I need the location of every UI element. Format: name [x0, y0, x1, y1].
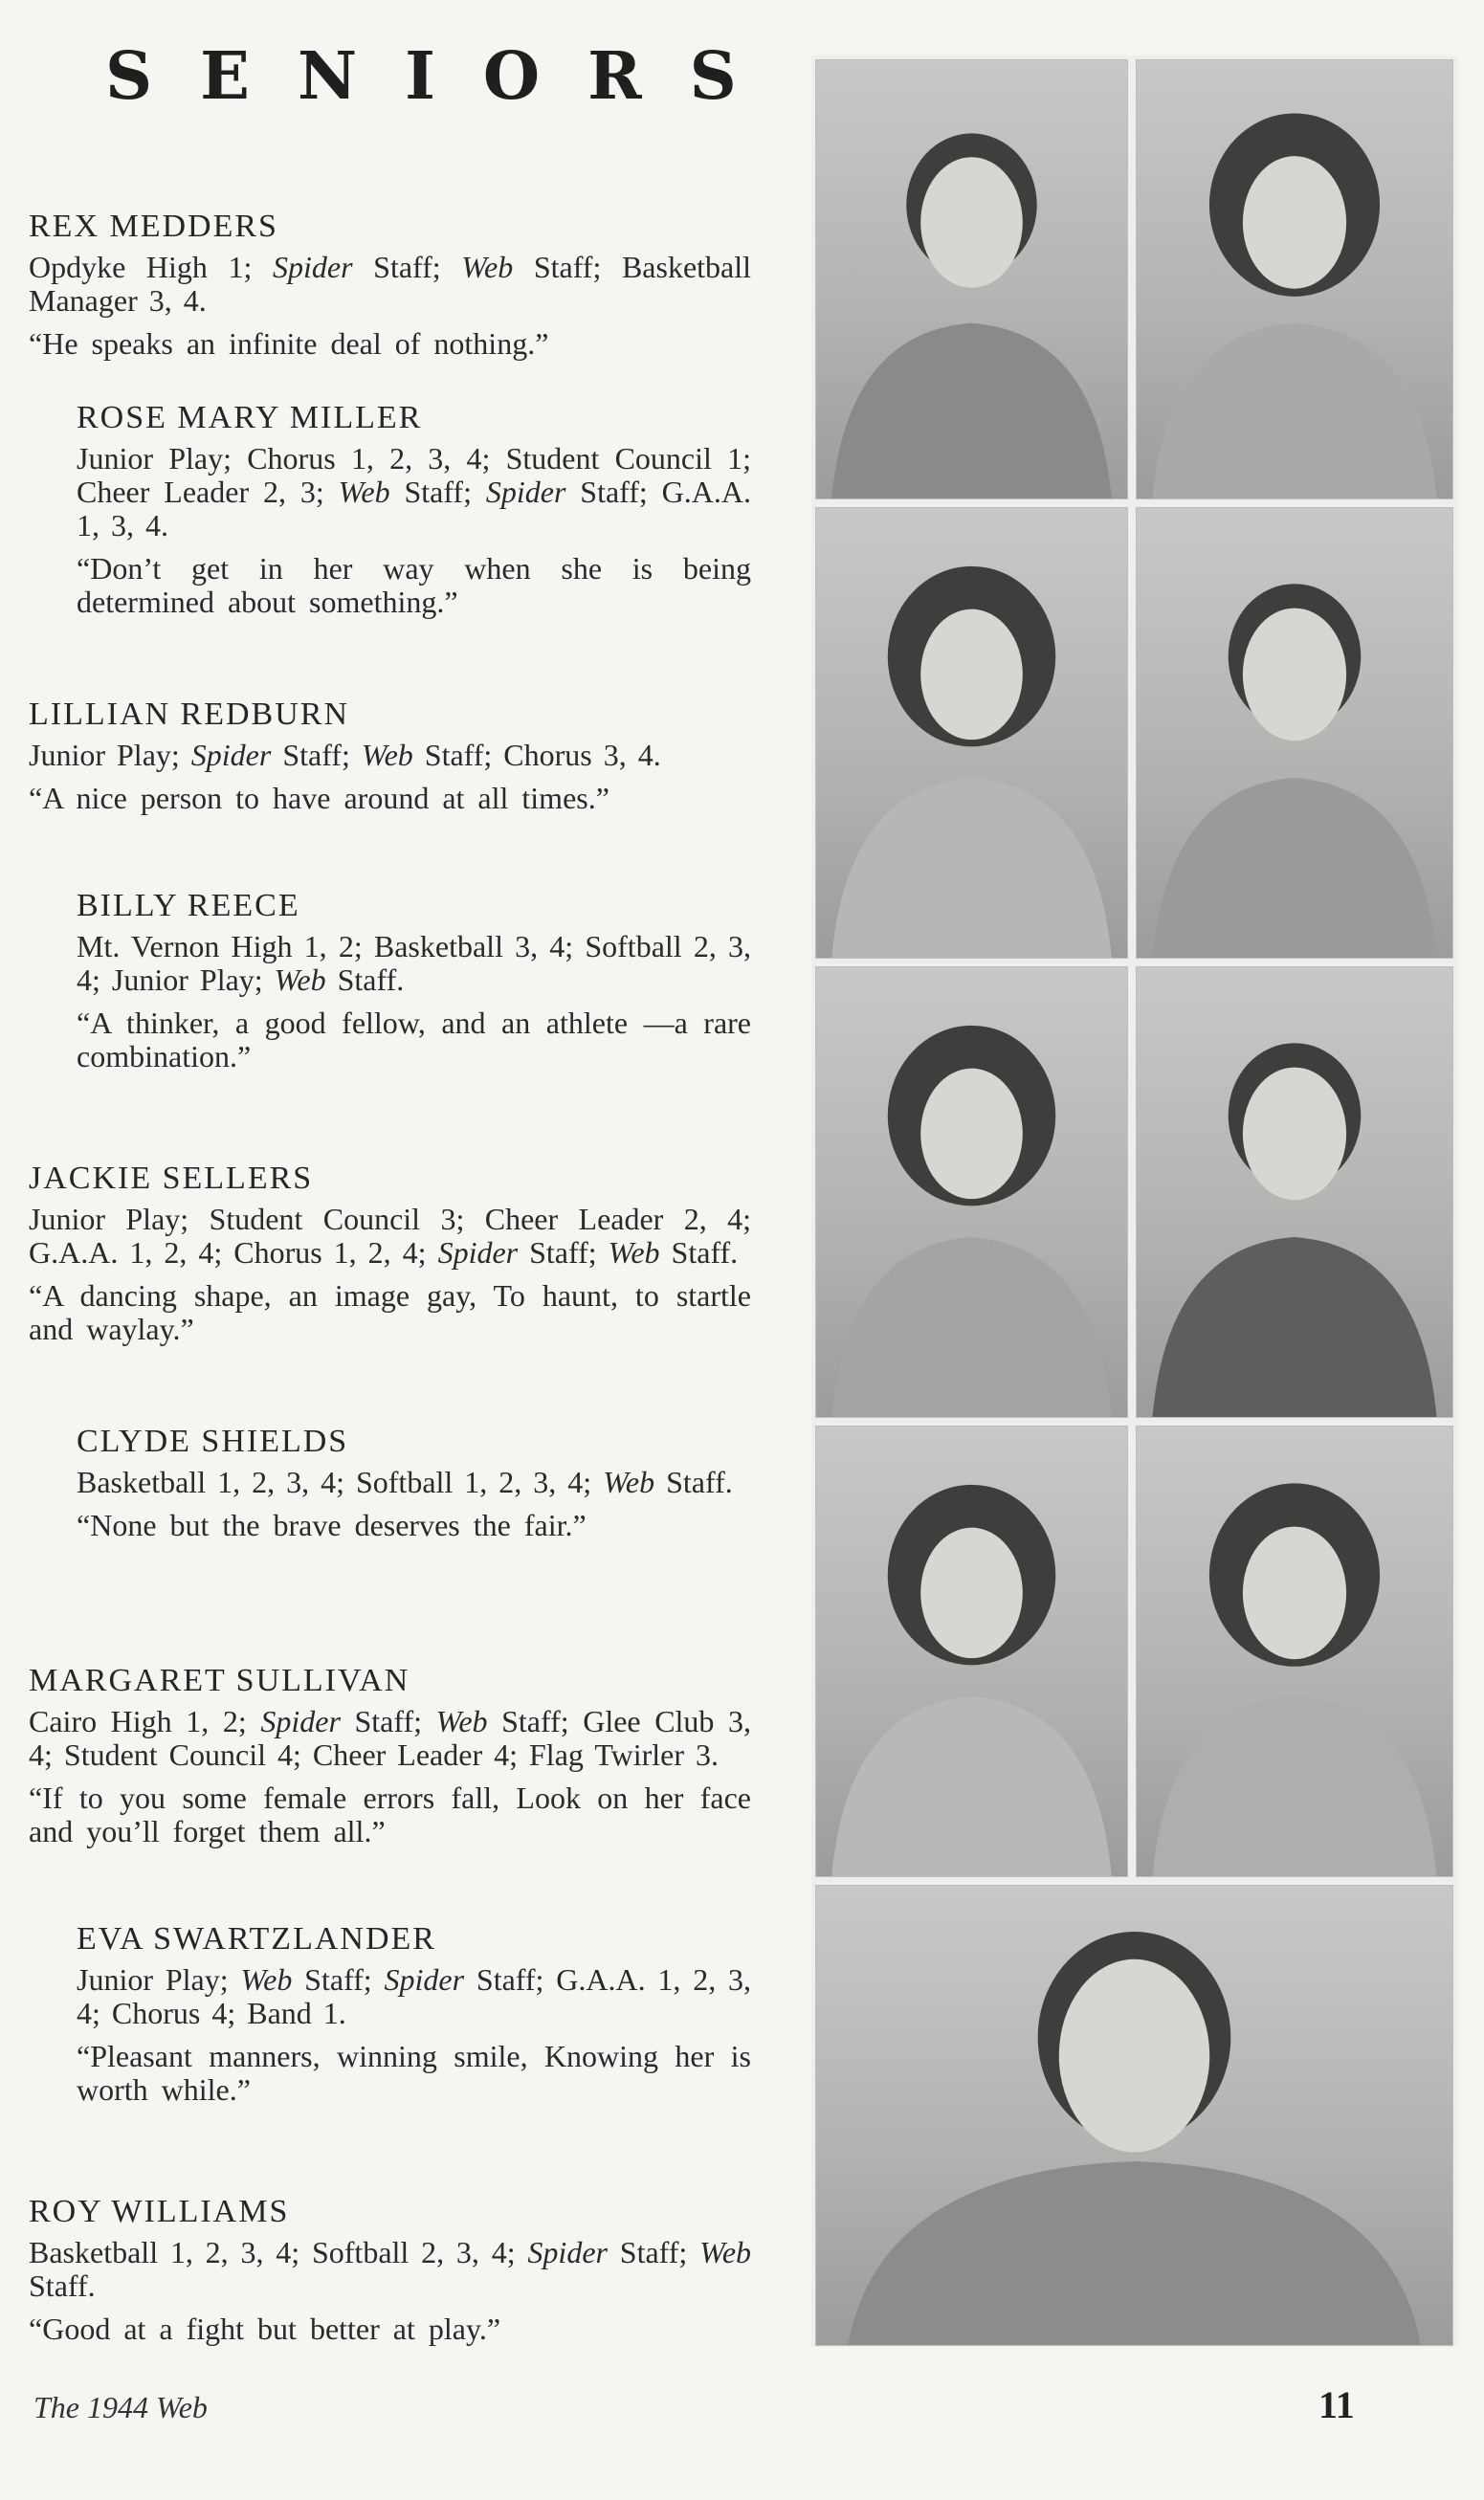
senior-entry: [29, 697, 751, 815]
senior-activities: Cairo High 1, 2; Spider Staff; Web Staff; Glee Club 3, 4; Student Council 4; Cheer Leader 4; Flag Twirler 3.: [29, 1704, 752, 1772]
portrait-body: [1153, 1237, 1437, 1417]
senior-quote: “A dancing shape, an image gay, To haunt, to startle and waylay.”: [29, 1278, 751, 1346]
page-title: SENIORS: [105, 38, 785, 115]
portrait-photo: [1136, 1426, 1453, 1877]
portrait-silhouette: [816, 60, 1127, 498]
portrait-face: [1059, 1959, 1209, 2153]
senior-entry: [29, 2194, 751, 2346]
senior-name: EVA SWARTZLANDER: [77, 1921, 436, 1957]
publication-name: Spider: [437, 1235, 519, 1270]
portrait-face: [1243, 1527, 1346, 1660]
portrait-silhouette: [816, 1886, 1452, 2345]
senior-activities: Opdyke High 1; Spider Staff; Web Staff; Basketball Manager 3, 4.: [29, 250, 752, 318]
yearbook-footer: The 1944 Web: [33, 2390, 208, 2424]
senior-entry: [77, 400, 751, 619]
portrait-silhouette: [816, 967, 1127, 1417]
senior-entry: [29, 209, 751, 361]
senior-name: JACKIE SELLERS: [29, 1161, 314, 1196]
portrait-silhouette: [1137, 60, 1452, 498]
portrait-face: [920, 609, 1023, 741]
portrait-face: [1243, 1068, 1346, 1201]
portrait-body: [831, 323, 1112, 498]
portrait-body: [1153, 778, 1437, 958]
senior-activities: Mt. Vernon High 1, 2; Basketball 3, 4; Softball 2, 3, 4; Junior Play; Web Staff.: [77, 929, 751, 997]
portrait-grid: [811, 55, 1458, 2347]
publication-name: Web: [699, 2235, 752, 2269]
senior-name: ROSE MARY MILLER: [77, 400, 423, 435]
portrait-silhouette: [1137, 1427, 1452, 1876]
portrait-photo: [815, 507, 1128, 959]
publication-name: Web: [608, 1235, 660, 1270]
publication-name: Spider: [485, 475, 566, 509]
portrait-body: [831, 1696, 1112, 1876]
portrait-photo: [1136, 966, 1453, 1418]
senior-activities: Basketball 1, 2, 3, 4; Softball 1, 2, 3, 4; Web Staff.: [77, 1465, 733, 1499]
publication-name: Spider: [190, 738, 272, 772]
senior-activities: Junior Play; Student Council 3; Cheer Leader 2, 4; G.A.A. 1, 2, 4; Chorus 1, 2, 4; Spider Staff; Web Staff.: [29, 1202, 751, 1270]
portrait-silhouette: [1137, 508, 1452, 958]
portrait-body: [831, 1237, 1112, 1417]
senior-entry: [77, 888, 751, 1073]
portrait-photo: [815, 966, 1128, 1418]
senior-activities: Junior Play; Web Staff; Spider Staff; G.A.A. 1, 2, 3, 4; Chorus 4; Band 1.: [77, 1962, 752, 2030]
portrait-face: [920, 157, 1023, 288]
portrait-silhouette: [816, 1427, 1127, 1876]
senior-quote: “None but the brave deserves the fair.”: [77, 1508, 587, 1542]
page-number: 11: [1318, 2383, 1355, 2426]
publication-name: Web: [274, 962, 326, 997]
portrait-photo: [815, 59, 1128, 499]
publication-name: Spider: [527, 2235, 608, 2269]
publication-name: Web: [240, 1962, 293, 1997]
portrait-face: [920, 1528, 1023, 1659]
senior-entry: [29, 1161, 751, 1346]
publication-name: Web: [361, 738, 413, 772]
portrait-silhouette: [1137, 967, 1452, 1417]
portrait-body: [1153, 323, 1437, 498]
senior-name: MARGARET SULLIVAN: [29, 1663, 410, 1698]
senior-entry: [29, 1663, 751, 1848]
portrait-face: [920, 1069, 1023, 1200]
publication-name: Web: [435, 1704, 488, 1738]
senior-name: CLYDE SHIELDS: [77, 1424, 349, 1459]
portrait-body: [831, 778, 1112, 958]
senior-quote: “If to you some female errors fall, Look on her face and you’ll forget them all.”: [29, 1781, 751, 1848]
publication-name: Web: [338, 475, 390, 509]
senior-quote: “He speaks an infinite deal of nothing.”: [29, 326, 549, 361]
senior-quote: “Pleasant manners, winning smile, Knowing her is worth while.”: [77, 2039, 751, 2107]
portrait-photo: [1136, 59, 1453, 499]
portrait-body: [1153, 1696, 1437, 1876]
senior-name: REX MEDDERS: [29, 209, 278, 244]
senior-quote: “Good at a fight but better at play.”: [29, 2312, 501, 2346]
senior-quote: “A thinker, a good fellow, and an athlete —a rare combination.”: [77, 1006, 751, 1073]
portrait-silhouette: [816, 508, 1127, 958]
senior-quote: “A nice person to have around at all times.”: [29, 781, 609, 815]
senior-quote: “Don’t get in her way when she is being determined about something.”: [77, 551, 751, 619]
portrait-face: [1243, 608, 1346, 741]
publication-name: Web: [603, 1465, 655, 1499]
senior-activities: Junior Play; Spider Staff; Web Staff; Chorus 3, 4.: [29, 738, 661, 772]
senior-name: BILLY REECE: [77, 888, 300, 923]
portrait-body: [848, 2161, 1421, 2345]
portrait-photo: [815, 1885, 1453, 2346]
senior-entry: [77, 1921, 751, 2107]
senior-activities: Junior Play; Chorus 1, 2, 3, 4; Student Council 1; Cheer Leader 2, 3; Web Staff; Spider Staff; G.A.A. 1, 3, 4.: [77, 441, 751, 542]
senior-name: ROY WILLIAMS: [29, 2194, 290, 2229]
portrait-photo: [1136, 507, 1453, 959]
senior-name: LILLIAN REDBURN: [29, 697, 350, 732]
publication-name: Spider: [384, 1962, 465, 1997]
senior-entry: [77, 1424, 751, 1542]
portrait-face: [1243, 156, 1346, 289]
publication-name: Spider: [273, 250, 353, 284]
publication-name: Spider: [260, 1704, 341, 1738]
portrait-photo: [815, 1426, 1128, 1877]
senior-activities: Basketball 1, 2, 3, 4; Softball 2, 3, 4; Spider Staff; Web Staff.: [29, 2235, 752, 2303]
publication-name: Web: [461, 250, 514, 284]
